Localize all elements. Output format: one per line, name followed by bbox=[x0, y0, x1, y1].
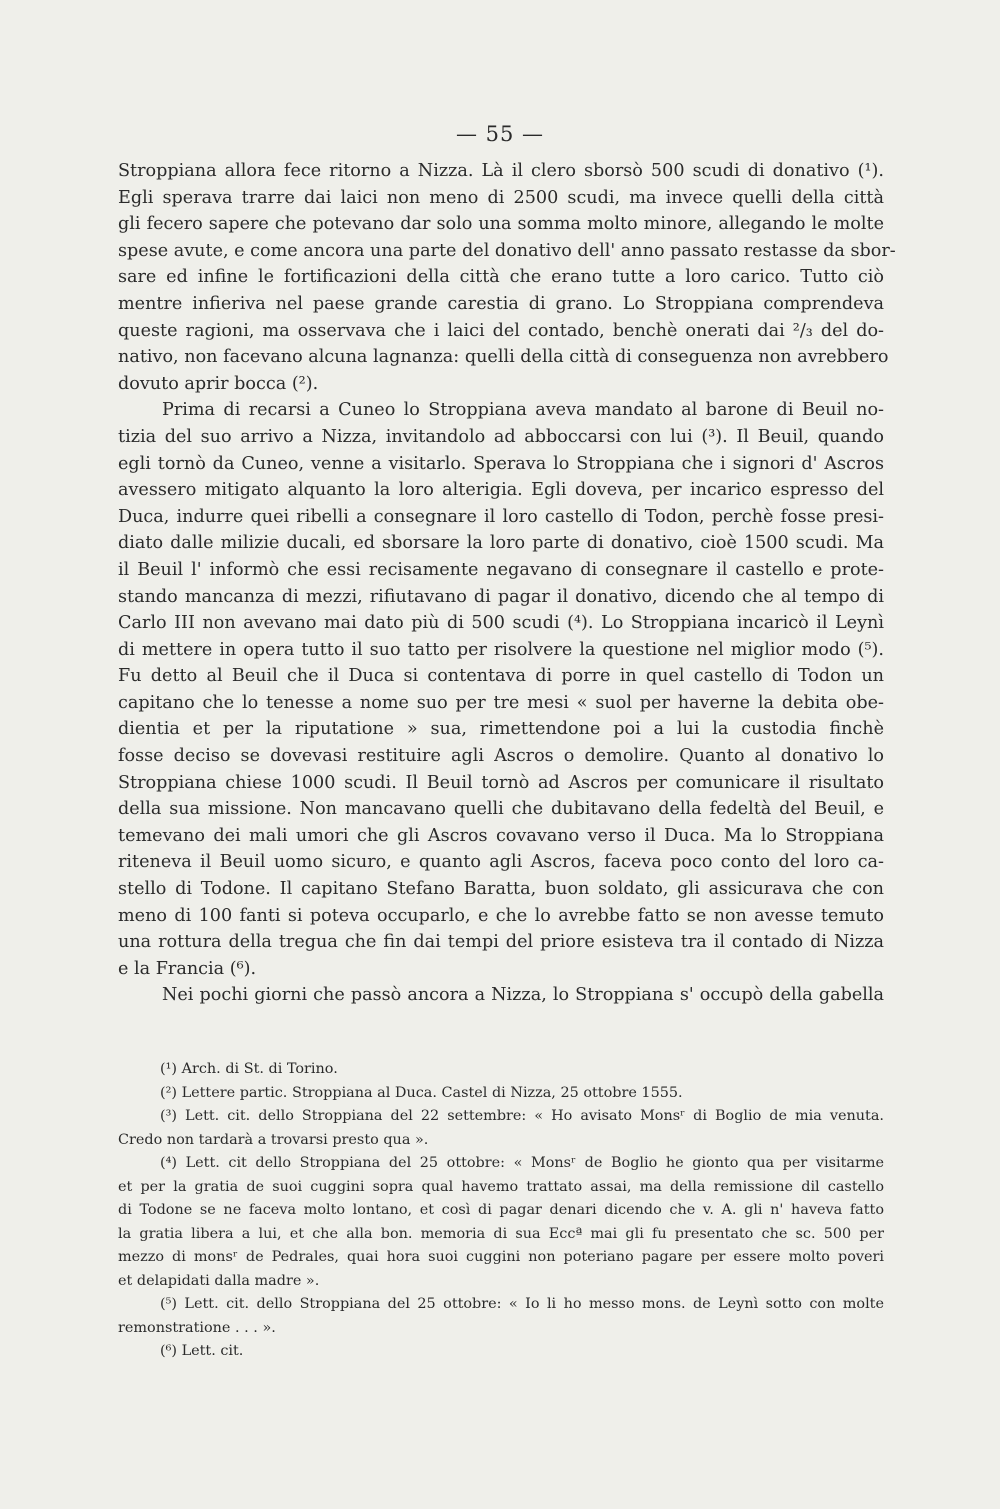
body-line: egli tornò da Cuneo, venne a visitarlo. Sperava lo Stroppiana che i signori d' Ascros bbox=[118, 453, 884, 474]
body-line: riteneva il Beuil uomo sicuro, e quanto agli Ascros, faceva poco conto del loro ca- bbox=[118, 852, 884, 873]
body-line: Stroppiana chiese 1000 scudi. Il Beuil tornò ad Ascros per comunicare il risultato bbox=[118, 772, 884, 793]
body-line: mentre infieriva nel paese grande carestia di grano. Lo Stroppiana comprendeva bbox=[118, 293, 884, 314]
body-line: temevano dei mali umori che gli Ascros covavano verso il Duca. Ma lo Stroppiana bbox=[118, 825, 884, 846]
body-line: Fu detto al Beuil che il Duca si contentava di porre in quel castello di Todon un bbox=[118, 666, 884, 687]
body-line: Egli sperava trarre dai laici non meno di 2500 scudi, ma invece quelli della città bbox=[118, 187, 884, 208]
body-line: Nei pochi giorni che passò ancora a Nizza, lo Stroppiana s' occupò della gabella bbox=[162, 985, 884, 1006]
body-line: Carlo III non avevano mai dato più di 500 scudi (⁴). Lo Stroppiana incaricò il Leynì bbox=[118, 613, 884, 634]
body-line: e la Francia (⁶). bbox=[118, 958, 257, 979]
footnote-line: (⁴) Lett. cit dello Stroppiana del 25 ottobre: « Monsʳ de Boglio he gionto qua per visitarme bbox=[160, 1155, 884, 1171]
body-line: fosse deciso se dovevasi restituire agli Ascros o demolire. Quanto al donativo lo bbox=[118, 746, 884, 767]
body-line: dovuto aprir bocca (²). bbox=[118, 373, 319, 394]
body-line: diato dalle milizie ducali, ed sborsare la loro parte di donativo, cioè 1500 scudi. Ma bbox=[118, 533, 884, 554]
body-line: gli fecero sapere che potevano dar solo una somma molto minore, allegando le molte bbox=[118, 214, 884, 235]
body-line: meno di 100 fanti si poteva occuparlo, e che lo avrebbe fatto se non avesse temuto bbox=[118, 905, 884, 926]
body-line: tizia del suo arrivo a Nizza, invitandolo ad abboccarsi con lui (³). Il Beuil, quando bbox=[118, 426, 884, 447]
footnote-line: di Todone se ne faceva molto lontano, et così di pagar denari dicendo che v. A. gli n' haveva fatto bbox=[118, 1202, 884, 1218]
body-line: stando mancanza di mezzi, rifiutavano di pagar il donativo, dicendo che al tempo di bbox=[118, 586, 884, 607]
body-line: dientia et per la riputatione » sua, rimettendone poi a lui la custodia finchè bbox=[118, 719, 884, 740]
footnote-line: la gratia libera a lui, et che alla bon. memoria di sua Eccª mai gli fu presentato che sc. 500 per bbox=[118, 1225, 884, 1242]
body-text bbox=[118, 158, 896, 1009]
body-line: capitano che lo tenesse a nome suo per tre mesi « suol per haverne la debita obe- bbox=[118, 692, 884, 713]
body-line: Stroppiana allora fece ritorno a Nizza. Là il clero sborsò 500 scudi di donativo (¹). bbox=[118, 161, 884, 181]
body-line: stello di Todone. Il capitano Stefano Baratta, buon soldato, gli assicurava che con bbox=[118, 879, 884, 900]
body-line: queste ragioni, ma osservava che i laici del contado, benchè onerati dai ²/₃ del do- bbox=[118, 320, 884, 341]
footnote-line: (³) Lett. cit. dello Stroppiana del 22 settembre: « Ho avisato Monsʳ di Boglio de mia venuta. bbox=[160, 1108, 884, 1124]
body-line: una rottura della tregua che fin dai tempi del priore esisteva tra il contado di Nizza bbox=[118, 932, 884, 953]
footnote-line: (²) Lettere partic. Stroppiana al Duca. Castel di Nizza, 25 ottobre 1555. bbox=[160, 1084, 683, 1101]
body-line: di mettere in opera tutto il suo tatto per risolvere la questione nel miglior modo (⁵). bbox=[118, 639, 884, 660]
body-line: nativo, non facevano alcuna lagnanza: quelli della città di conseguenza non avrebbero bbox=[118, 347, 889, 368]
footnote-line: remonstratione . . . ». bbox=[118, 1319, 276, 1336]
body-line: Prima di recarsi a Cuneo lo Stroppiana aveva mandato al barone di Beuil no- bbox=[162, 400, 884, 421]
footnote-line: (⁵) Lett. cit. dello Stroppiana del 25 ottobre: « Io li ho messo mons. de Leynì sotto con molte bbox=[160, 1296, 884, 1312]
footnote-line: mezzo di monsʳ de Pedrales, quai hora suoi cuggini non poteriano pagare per essere molto poveri bbox=[118, 1249, 884, 1265]
page-number: — 55 — bbox=[455, 122, 545, 146]
footnote-line: et delapidati dalla madre ». bbox=[118, 1272, 320, 1289]
footnotes bbox=[118, 1058, 884, 1364]
footnote-line: (⁶) Lett. cit. bbox=[160, 1343, 244, 1359]
body-line: avessero mitigato alquanto la loro alterigia. Egli doveva, per incarico espresso del bbox=[118, 480, 884, 501]
body-line: Duca, indurre quei ribelli a consegnare il loro castello di Todon, perchè fosse presi- bbox=[118, 506, 884, 527]
body-line: sare ed infine le fortificazioni della città che erano tutte a loro carico. Tutto ciò bbox=[118, 267, 884, 288]
footnote-line: (¹) Arch. di St. di Torino. bbox=[160, 1061, 338, 1077]
body-line: spese avute, e come ancora una parte del donativo dell' anno passato restasse da sbor- bbox=[118, 240, 896, 261]
footnote-line: et per la gratia de suoi cuggini sopra qual havemo trattato assai, ma della remissione dil castello bbox=[118, 1178, 884, 1195]
body-line: il Beuil l' informò che essi recisamente negavano di consegnare il castello e prote- bbox=[118, 559, 884, 580]
body-line: della sua missione. Non mancavano quelli che dubitavano della fedeltà del Beuil, e bbox=[118, 799, 884, 820]
footnote-line: Credo non tardarà a trovarsi presto qua ». bbox=[118, 1131, 429, 1148]
